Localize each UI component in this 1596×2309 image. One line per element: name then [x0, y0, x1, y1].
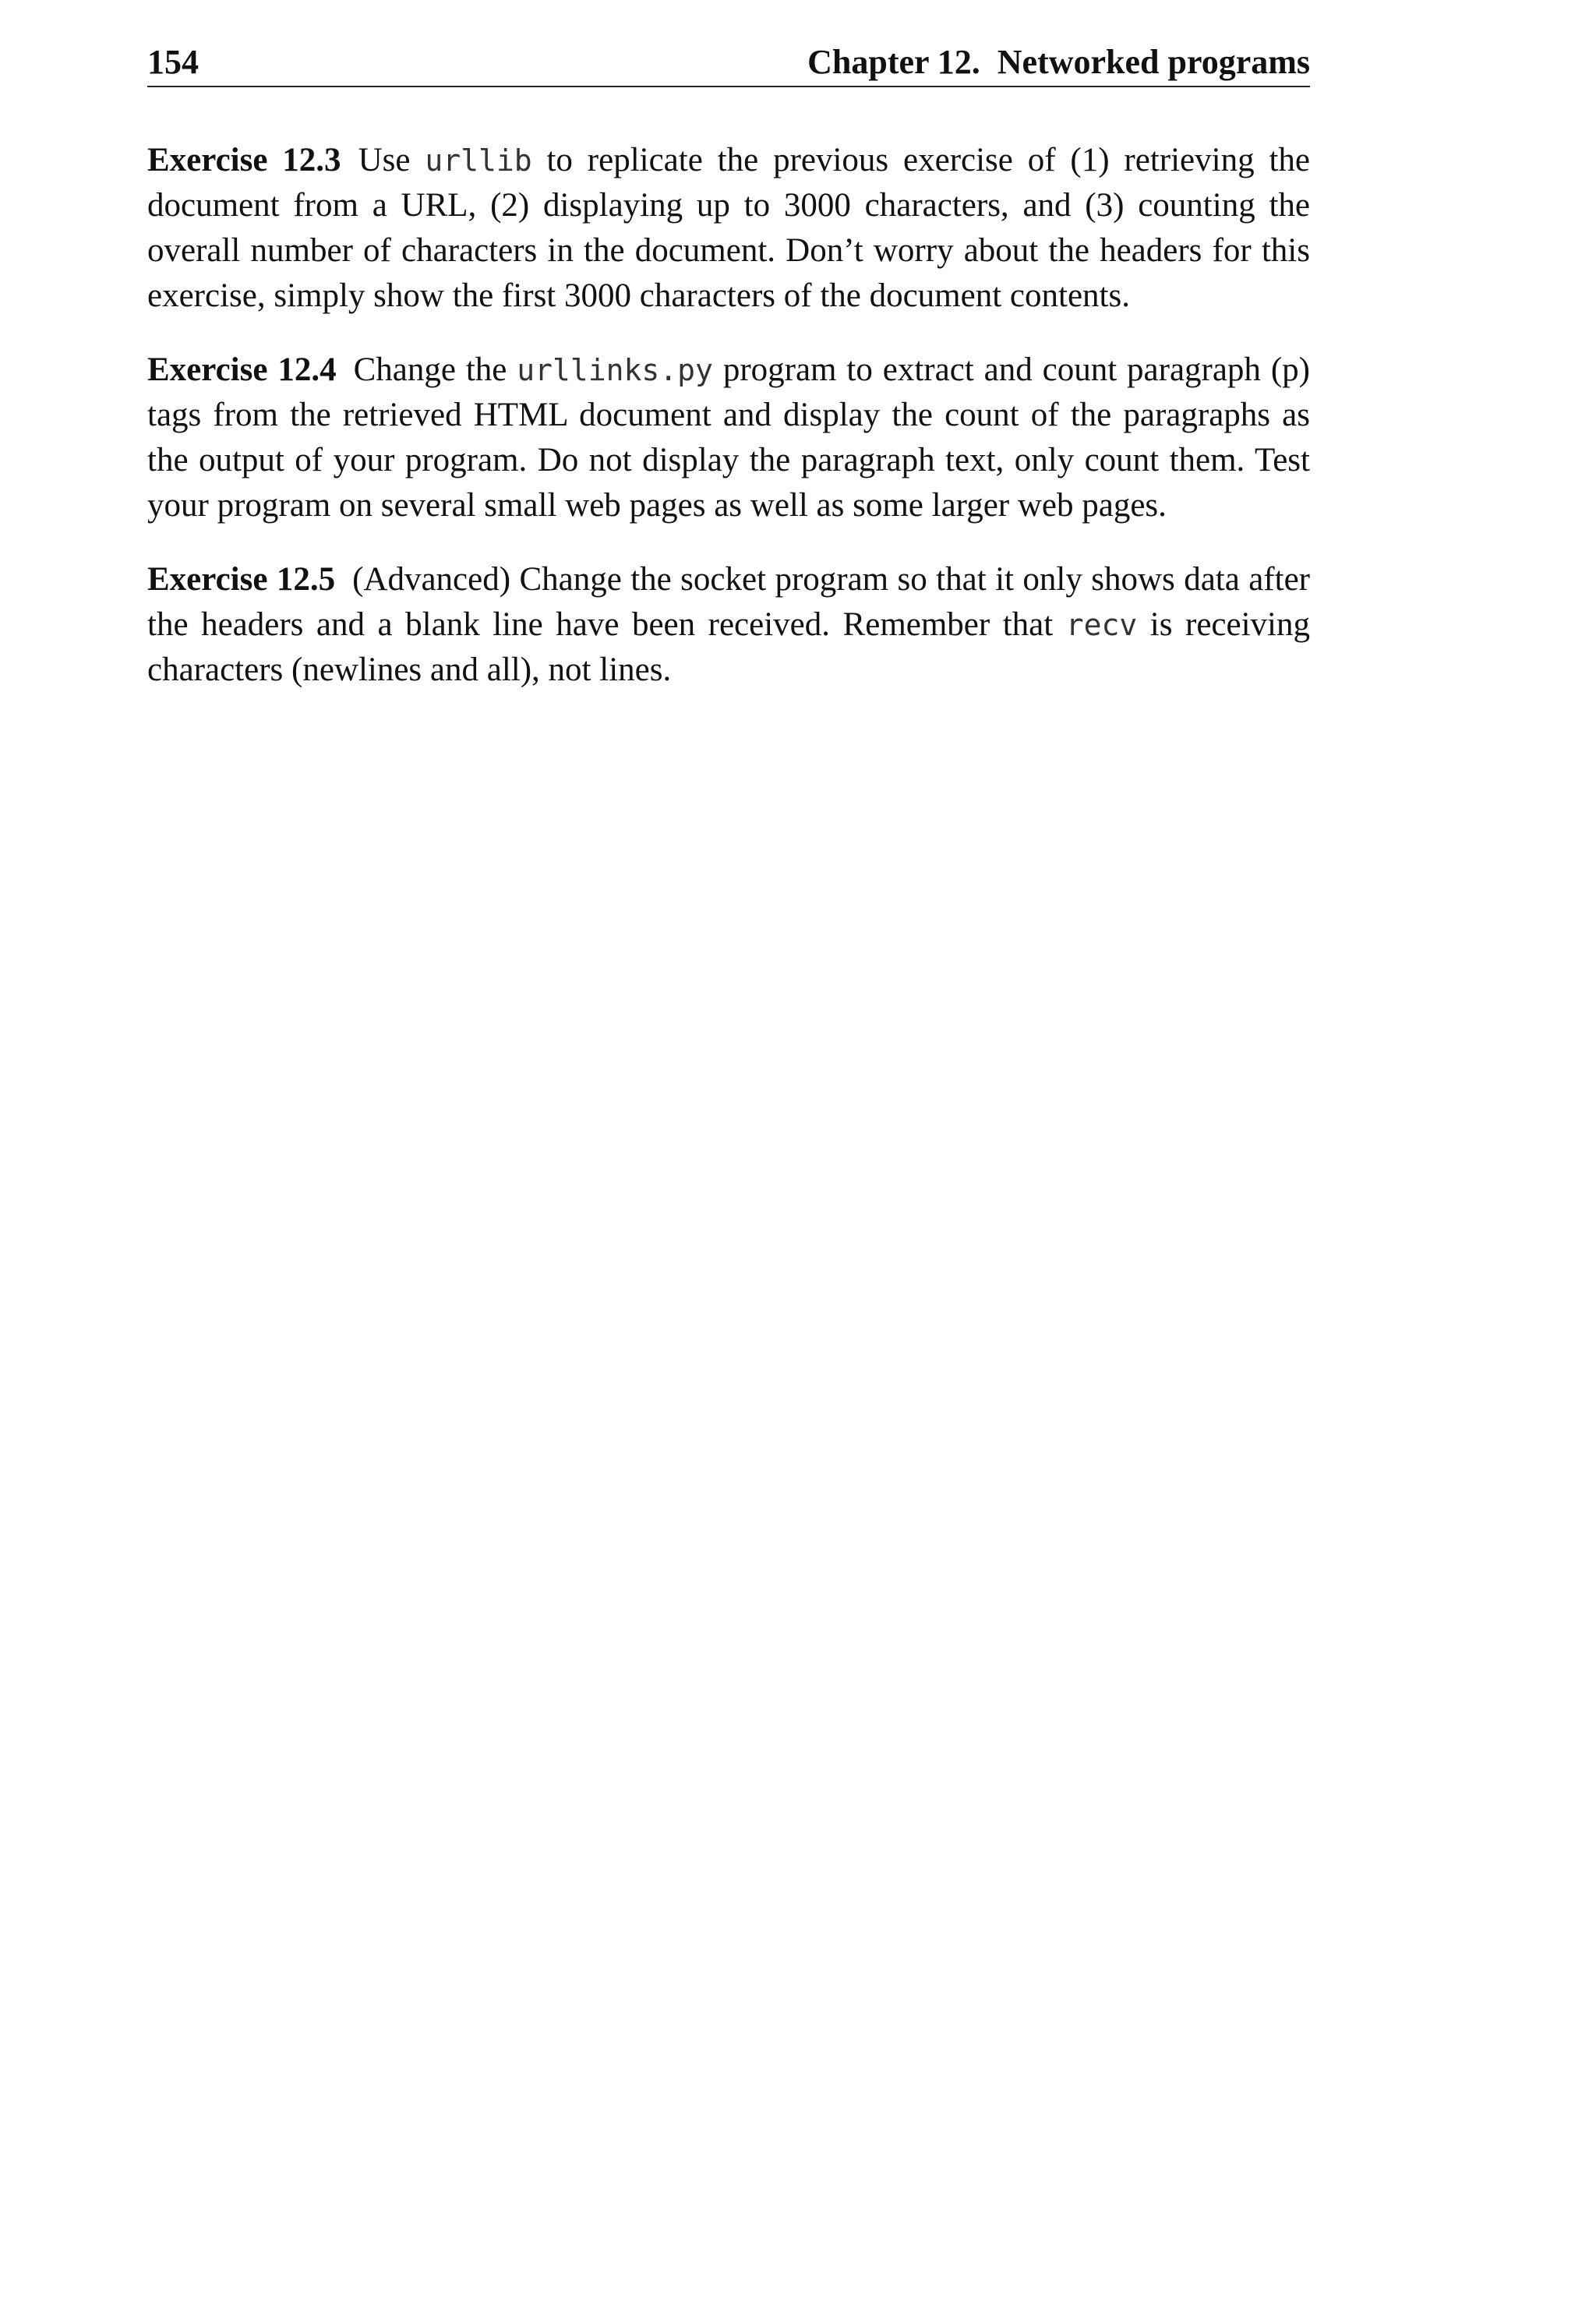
running-header	[147, 39, 1310, 87]
exercise-text: (Advanced) Change the socket program so that it only shows data after the headers and a blank line have been received. Remember that	[147, 561, 1310, 643]
exercise-12-3	[147, 138, 1310, 319]
page-number: 154	[147, 43, 199, 81]
inline-code: recv	[1065, 608, 1138, 642]
exercise-text: program to extract and count paragraph (p) tags from the retrieved HTML document and display the count of the paragraphs as the output of your program. Do not display the paragraph text, only count them. Test your program on several small web pages as well as some larger web pages.	[147, 351, 1310, 524]
exercise-label: Exercise 12.4	[147, 351, 337, 388]
exercise-label: Exercise 12.5	[147, 561, 336, 598]
exercise-text: is receiving characters (newlines and all), not lines.	[147, 606, 1310, 688]
inline-code: urllinks.py	[517, 353, 713, 387]
exercise-text: to replicate the previous exercise of (1) retrieving the document from a URL, (2) displaying up to 3000 characters, and (3) counting the overall number of characters in the document. Don’t worry about the headers for this exercise, simply show the first 3000 characters of the document contents.	[147, 142, 1310, 314]
exercise-12-5	[147, 557, 1310, 693]
page-body	[147, 138, 1310, 722]
exercise-12-4	[147, 348, 1310, 528]
chapter-title: Chapter 12. Networked programs	[807, 43, 1310, 81]
exercise-label: Exercise 12.3	[147, 142, 341, 178]
exercise-text: Change the	[353, 351, 517, 388]
exercise-text: Use	[358, 142, 425, 178]
inline-code: urllib	[425, 143, 532, 178]
